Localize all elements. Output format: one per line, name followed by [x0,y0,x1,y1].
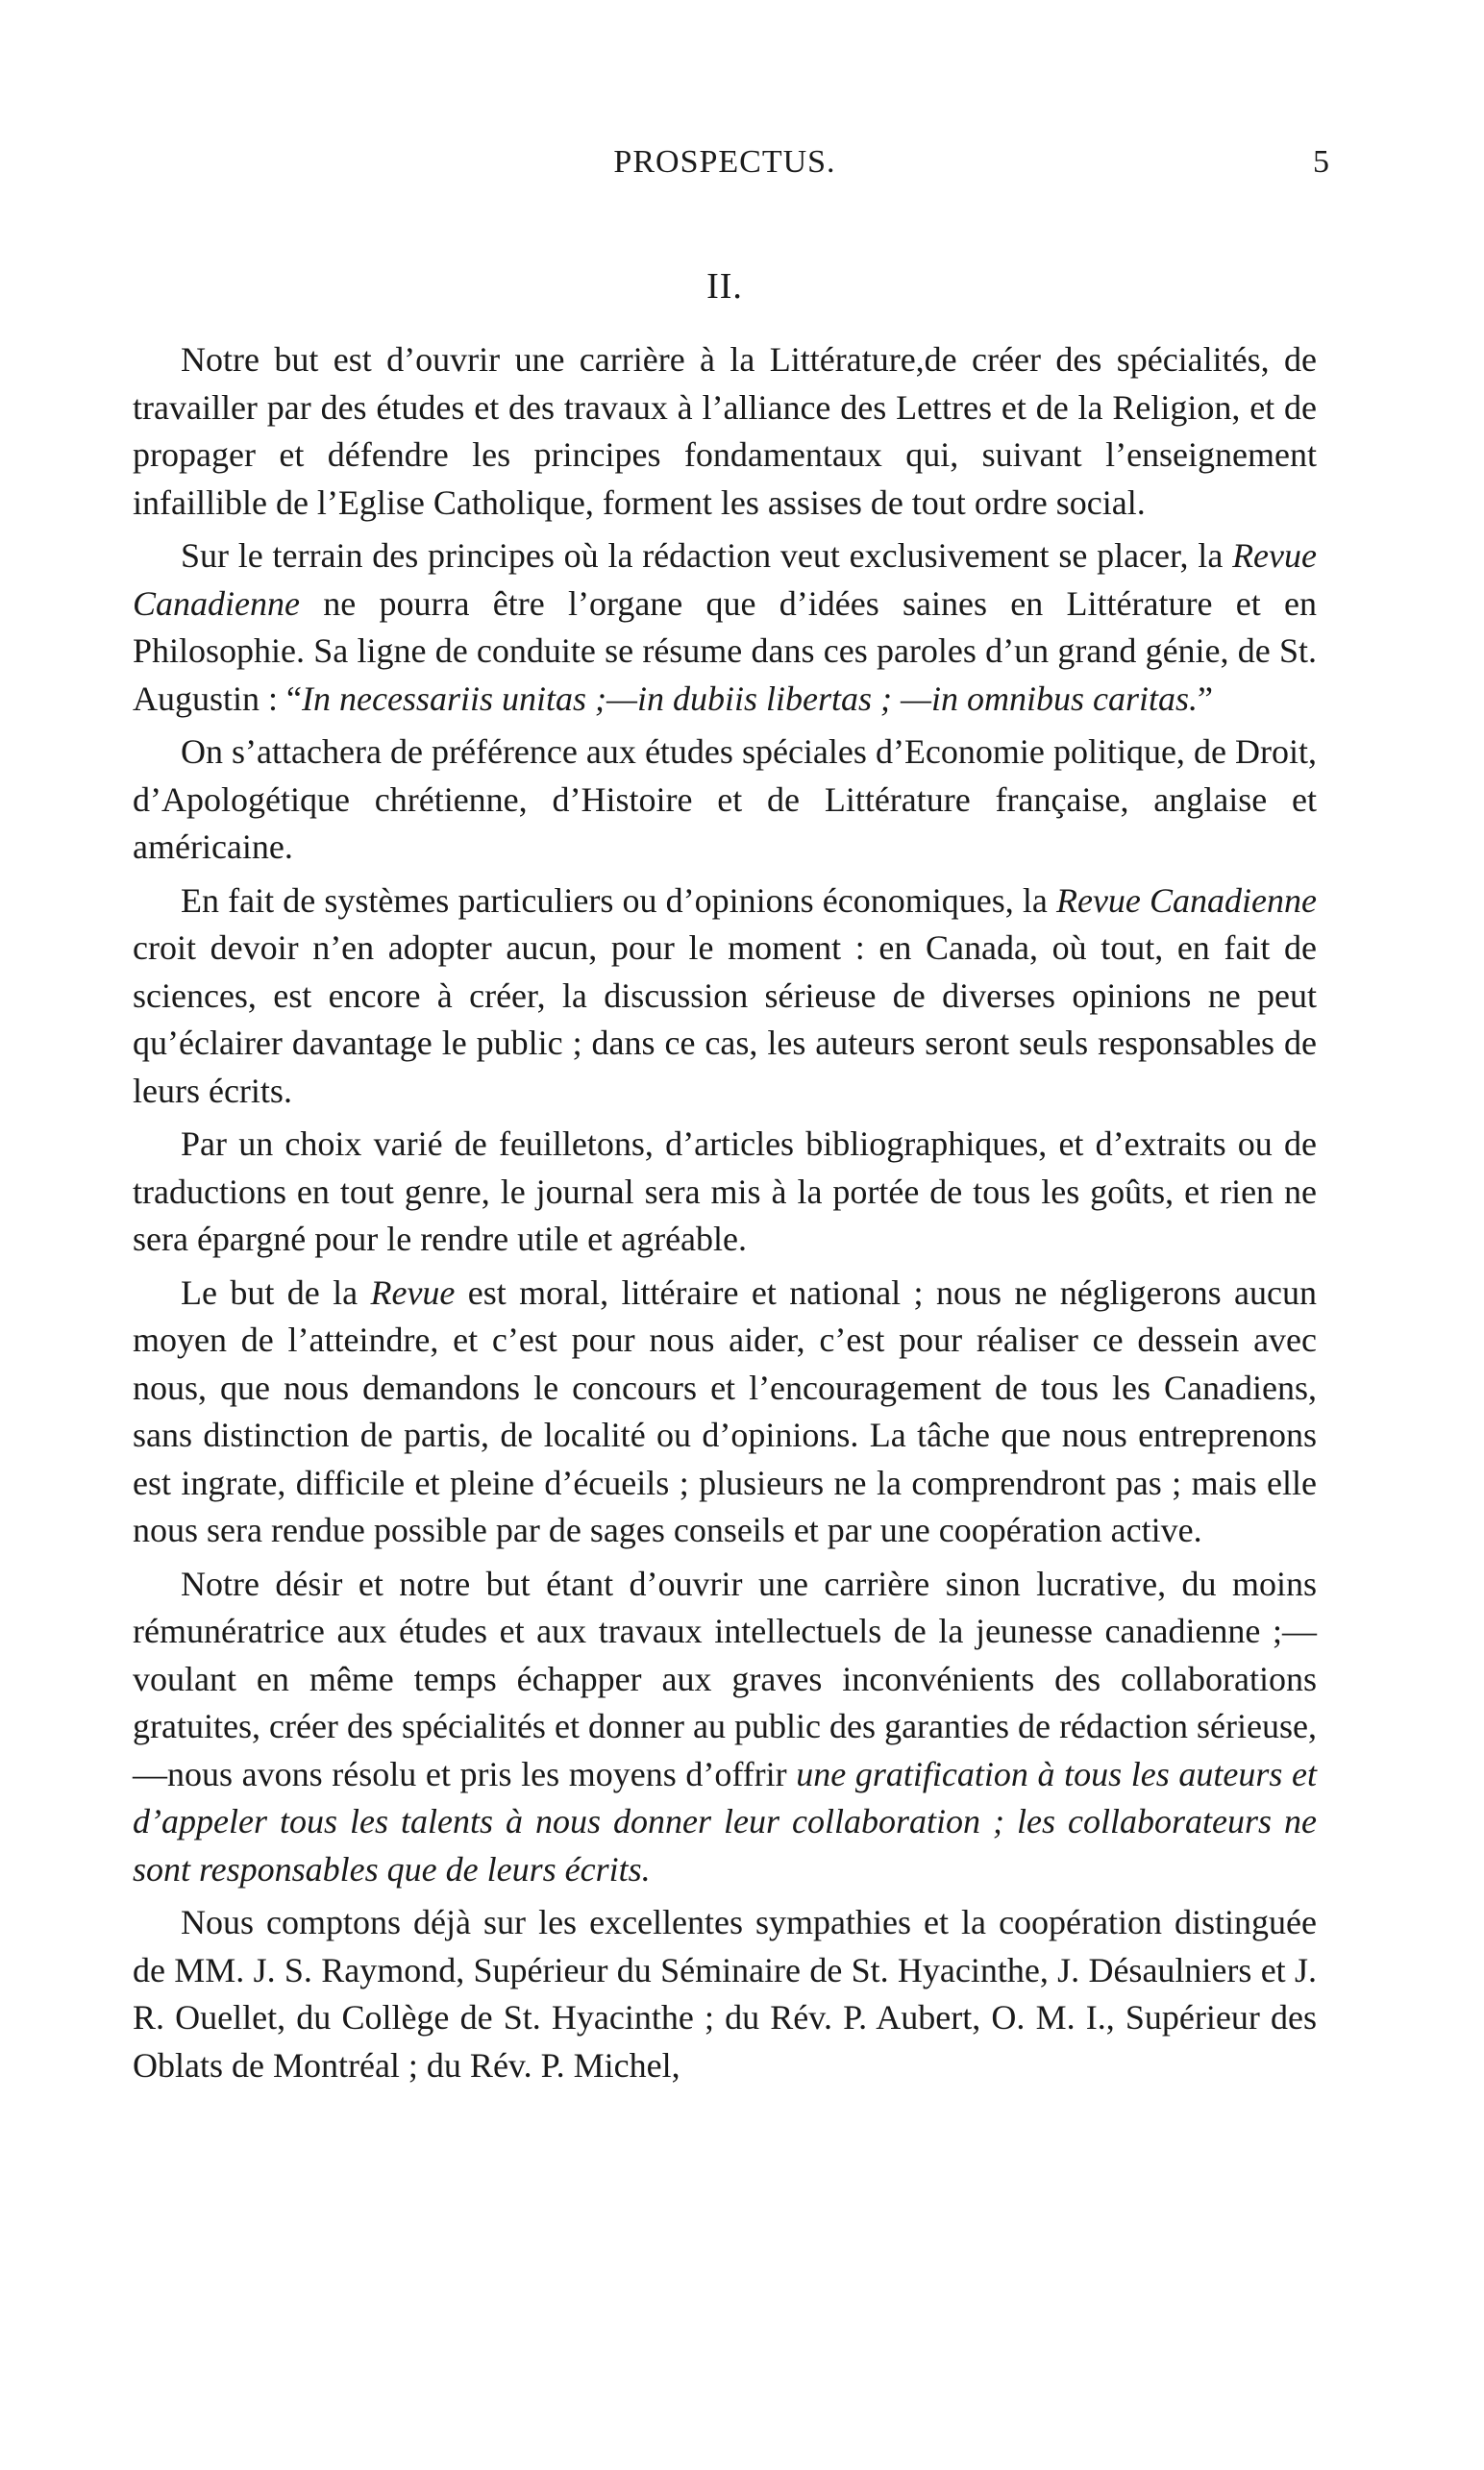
journal-title-italic: Revue Canadienne [133,536,1317,623]
journal-title-italic: Revue Canadienne [1055,880,1317,920]
running-head [133,144,1330,198]
paragraph-4-text-a: En fait de systèmes particuliers ou d’opinions économiques, la [181,880,1056,920]
paragraph-7-italic-clause: une gratification à tous les auteurs et d’appeler tous les talents à nous donner leur collaboration ; les collaborateurs ne sont responsables que de leurs écrits. [133,1754,1317,1889]
journal-title-italic: Revue [370,1272,456,1312]
paragraph-4 [133,877,1317,1116]
paragraph-1: Notre but est d’ouvrir une carrière à la Littérature,de créer des spécialités, de travailler par des études et des travaux à l’alliance des Lettres et de la Religion, et de propager et défendre les principes fondamentaux qui, suivant l’enseignement infaillible de l’Eglise Catholique, forment les assises de tout ordre social. [133,340,1317,522]
paragraph-2 [133,532,1317,723]
paragraph-5: Par un choix varié de feuilletons, d’articles bibliographiques, et d’extraits ou de traductions en tout genre, le journal sera mis à la portée de tous les goûts, et rien ne sera épargné pour le rendre utile et agréable. [133,1124,1317,1258]
section-heading: II. [706,266,743,307]
paragraph-4-text-c: croit devoir n’en adopter aucun, pour le moment : en Canada, où tout, en fait de sciences, est encore à créer, la discussion sérieuse de diverses opinions ne peut qu’éclairer davantage le public ; dans ce cas, les auteurs seront seuls responsables de leurs écrits. [133,928,1317,1110]
paragraph-2-text-c: ne pourra être l’organe que d’idées saines en Littérature et en Philosophie. Sa ligne de conduite se résume dans ces paroles d’un grand génie, de St. Augustin : “ [133,583,1317,718]
paragraph-6-text-c: est moral, littéraire et national ; nous ne négligerons aucun moyen de l’atteindre, et c’est pour nous aider, c’est pour réaliser ce dessein avec nous, que nous demandons le concours et l’encouragement de tous les Canadiens, sans distinction de partis, de localité ou d’opinions. La tâche que nous entreprenons est ingrate, difficile et pleine d’écueils ; plusieurs ne la comprendront pas ; mais elle nous sera rendue possible par de sages conseils et par une coopération active. [133,1272,1318,1549]
paragraph-3: On s’attachera de préférence aux études spéciales d’Economie politique, de Droit, d’Apologétique chrétienne, d’Histoire et de Littérature française, anglaise et américaine. [133,732,1317,866]
paragraph-6 [133,1270,1317,1555]
document-page [133,144,1330,2095]
page-number: 5 [1313,144,1330,180]
paragraph-7 [133,1561,1317,1894]
paragraph-6-text-a: Le but de la [181,1272,371,1312]
paragraph-8: Nous comptons déjà sur les excellentes sympathies et la coopération distinguée de MM. J. S. Raymond, Supérieur du Séminaire de St. Hyacinthe, J. Désaulniers et J. R. Ouellet, du Collège de St. Hyacinthe ; du Rév. P. Aubert, O. M. I., Supérieur des Oblats de Montréal ; du Rév. P. Michel, [133,1903,1317,2085]
latin-quote: In necessariis unitas ;—in dubiis libertas ; —in omnibus caritas. [302,679,1199,718]
paragraph-2-text-a: Sur le terrain des principes où la rédaction veut exclusivement se placer, la [181,536,1233,575]
paragraph-2-text-e: ” [1198,679,1213,718]
running-title: PROSPECTUS. [613,144,836,180]
paragraph-7-text-a: Notre désir et notre but étant d’ouvrir une carrière sinon lucrative, du moins rémunératrice aux études et aux travaux intellectuels de la jeunesse canadienne ;—voulant en même temps échapper aux graves inconvénients des collaborations gratuites, créer des spécialités et donner au public des garanties de rédaction sérieuse,—nous avons résolu et pris les moyens d’offrir [133,1564,1317,1793]
